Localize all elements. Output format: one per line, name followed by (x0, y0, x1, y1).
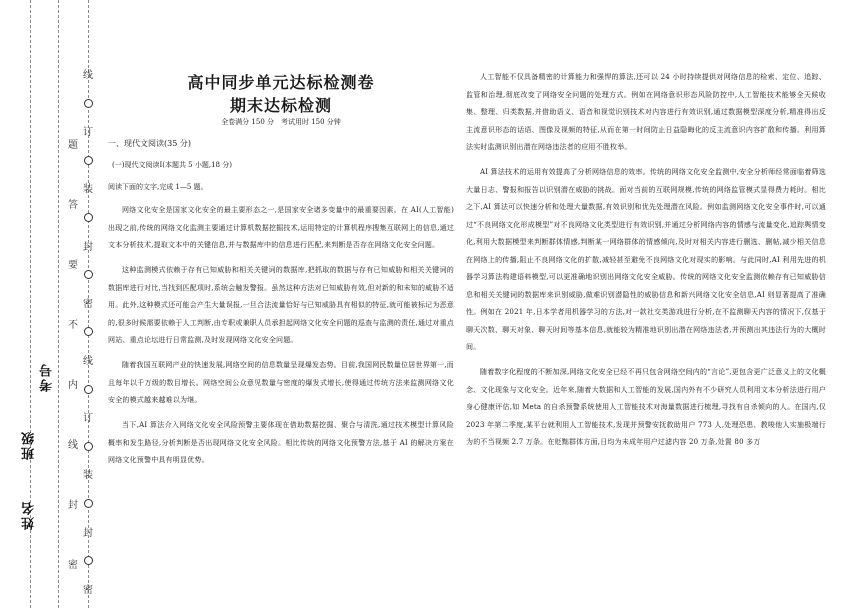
seal-mark: 装 (83, 470, 93, 482)
seal-circle-icon (81, 156, 95, 165)
seal-mark-inner: 要 (68, 260, 78, 271)
seal-mark-inner: 密 (68, 560, 78, 571)
circle-icon (84, 327, 93, 336)
circle-icon (84, 442, 93, 451)
seal-circle-icon (81, 213, 95, 222)
circle-icon (84, 99, 93, 108)
section-subheading: (一)现代文阅读Ⅰ(本题共 5 小题,18 分) (112, 161, 232, 169)
exam-title: 高中同步单元达标检测卷 (187, 73, 375, 92)
right-page (466, 0, 826, 608)
exam-meta: 全卷满分 150 分 考试用时 150 分钟 (221, 118, 341, 126)
binding-strip (0, 0, 96, 608)
left-page (108, 0, 454, 608)
circle-icon (84, 156, 93, 165)
circle-icon (84, 499, 93, 508)
seal-mark: 封 (83, 527, 93, 539)
paragraph: AI 算法技术的运用有效提高了分析网络信息的效率。传统的网络文化安全监测中,安全分析师经常面临着筛选大量日志、警报和报告以识别潜在威胁的挑战。面对当前的互联网规模,传统的网络监管模式显得费力耗时。相比之下,AI 算法可以快速分析和处理大量数据,有效识别和优先处理潜在风险。例如监测网络文化安全事件时,可以通过“不良网络文化形成模型”对不良网络文化类型进行有效识别,并通过分析网络内容的情感与流量变化,追踪舆情变化,利用大数据模型来判断群体情感,判断某一网络群体的情感倾向,及时对相关内容进行删选、删帖,减少相关信息在网络上的传播,阻止不良网络文化的扩散,减轻甚至避免不良网络文化对现实的影响。与此同时,AI 利用先进的机器学习算法构建语料模型,可以更准确地识别出网络文化安全威胁。传统的网络文化安全监测依赖存有已知威胁信息和相关关键词的数据库来识别威胁,做难识别潜隐性的威胁信息和新兴网络文化安全信息,AI 则显著提高了准确性。例如在 2021 年,日本学者用机器学习的方法,对一款社交类游戏进行分析,在不监测聊天内容的情况下,仅基于聊天次数、聊天对象、聊天时间等基本信息,就能较为精准地识别出潜在网络违法者,并预测出其违法行为的大概时间。 (466, 168, 826, 351)
circle-icon (84, 213, 93, 222)
seal-circle-icon (81, 499, 95, 508)
seal-mark-inner: 不 (68, 320, 78, 331)
seal-circle-icon (81, 556, 95, 565)
paragraph: 这种监测模式依赖于存有已知威胁和相关关键词的数据库,把抓取的数据与存有已知威胁和相关关键词的数据库进行对比,当找到匹配项时,系统会触发警报。虽然这种方法对已知威胁有效,但对新的和未知的威胁不适用。此外,这种模式还可能会产生大量误报,一旦合法流量恰好与已知威胁具有相似的特征,就可能被标记为恶意的,很多时候需要依赖于人工判断,由专职或兼职人员承担起网络文化安全问题的巡查与监测的责任,通过对重点网站、重点论坛进行日常监测,及时发现网络文化安全问题。 (108, 266, 454, 344)
seal-mark: 线 (83, 70, 93, 81)
seal-mark: 订 (83, 413, 93, 425)
exam-number-label: 考号 (40, 362, 55, 392)
seal-mark: 密 (83, 584, 93, 596)
seal-circle-icon (81, 327, 95, 336)
seal-mark: 封 (83, 241, 93, 253)
exam-subtitle: 期末达标检测 (229, 96, 332, 115)
paragraph: 网络文化安全是国家文化安全的最主要形态之一,是国家安全诸多变量中的最重要因素。在 AI(人工智能)出现之前,传统的网络文化监测主要通过计算机数据挖掘技术,运用特定的计算机程序搜集互联网上的信息,通过文本分析技术,提取文本中的关键信息,并与数据库中的信息进行匹配,来判断是否存在网络文化安全问题。 (108, 206, 454, 249)
seal-circle-icon (81, 442, 95, 451)
circle-icon (84, 270, 93, 279)
section-heading: 一、现代文阅读(35 分) (108, 139, 191, 148)
class-label: 班级 (22, 430, 37, 460)
name-label: 姓名 (22, 500, 37, 530)
seal-mark: 密 (83, 298, 93, 310)
seal-circle-icon (81, 385, 95, 394)
paragraph: 随着数字化程度的不断加深,网络文化安全已经不再只包含网络空间内的“言论”,更包含更广泛意义上的文化概念、文化现象与文化安全。近年来,随着大数据和人工智能的发展,国内外有不少研究人员利用文本分析法进行用户身心健康评估,如 Meta 的自杀预警系统使用人工智能技术对海量数据进行梳理,寻找有自杀倾向的人。在国内,仅 2023 年第二季度,某平台就利用人工智能技术,发现并预警安抚救助用户 773 人,处理恐患、教唆他人实施极端行为的不当视频 2.7 万条。在贬黜群体方面,日均为未成年用户过滤内容 20 万条,处置 80 多万 (466, 368, 826, 446)
circle-icon (84, 385, 93, 394)
reading-instruction: 阅读下面的文字,完成 1—5 题。 (108, 183, 208, 191)
seal-mark-inner: 线 (68, 440, 78, 451)
seal-mark-inner: 内 (68, 380, 78, 391)
paragraph: 当下,AI 算法介入网络文化安全风险预警主要体现在借助数据挖掘、聚合与清洗,通过技术模型计算风险概率和发生路径,分析判断是否出现网络文化安全风险。相比传统的网络文化预警方法,基于 AI 的解决方案在网络文化预警中具有明显优势。 (108, 421, 454, 464)
seal-circle-icon (81, 99, 95, 108)
circle-icon (84, 556, 93, 565)
passage-right (466, 69, 826, 459)
seal-mark-inner: 答 (68, 200, 78, 211)
seal-mark: 订 (83, 127, 93, 139)
seal-mark: 装 (83, 184, 93, 196)
cut-line-inner (58, 0, 59, 608)
paragraph: 随着我国互联网产业的快速发展,网络空间的信息数量呈现爆发态势。目前,我国网民数量位居世界第一,而且每年以千万级的数目增长。网络空间公众意见数量与密度的爆发式增长,使得通过传统方法来监测网络文化安全的模式越来越难以为继。 (108, 361, 454, 404)
seal-mark-inner: 题 (68, 140, 78, 151)
seal-mark-inner: 封 (68, 500, 78, 511)
passage-left (108, 202, 454, 477)
seal-circle-icon (81, 270, 95, 279)
paragraph: 人工智能不仅具备精密的计算能力和强悍的算法,还可以 24 小时持续提供对网络信息的检索、定位、追踪、监管和治理,彻底改变了网络安全问题的处理方式。例如在网络意识形态风险防控中,人工智能技术能够全天候收集、整理、归类数据,并借助语义、语音和视觉识别技术对内容进行有效识别,通过数据模型深度分析,精准得出反主流意识形态的话语、图像及视频的特征,从而在第一时间防止日益隐晦化的反主流意识内容扩散和传播。利用算法实时监测识别出潜在网络违法者的应用不胜枚举。 (466, 73, 826, 151)
seal-mark: 线 (83, 356, 93, 367)
